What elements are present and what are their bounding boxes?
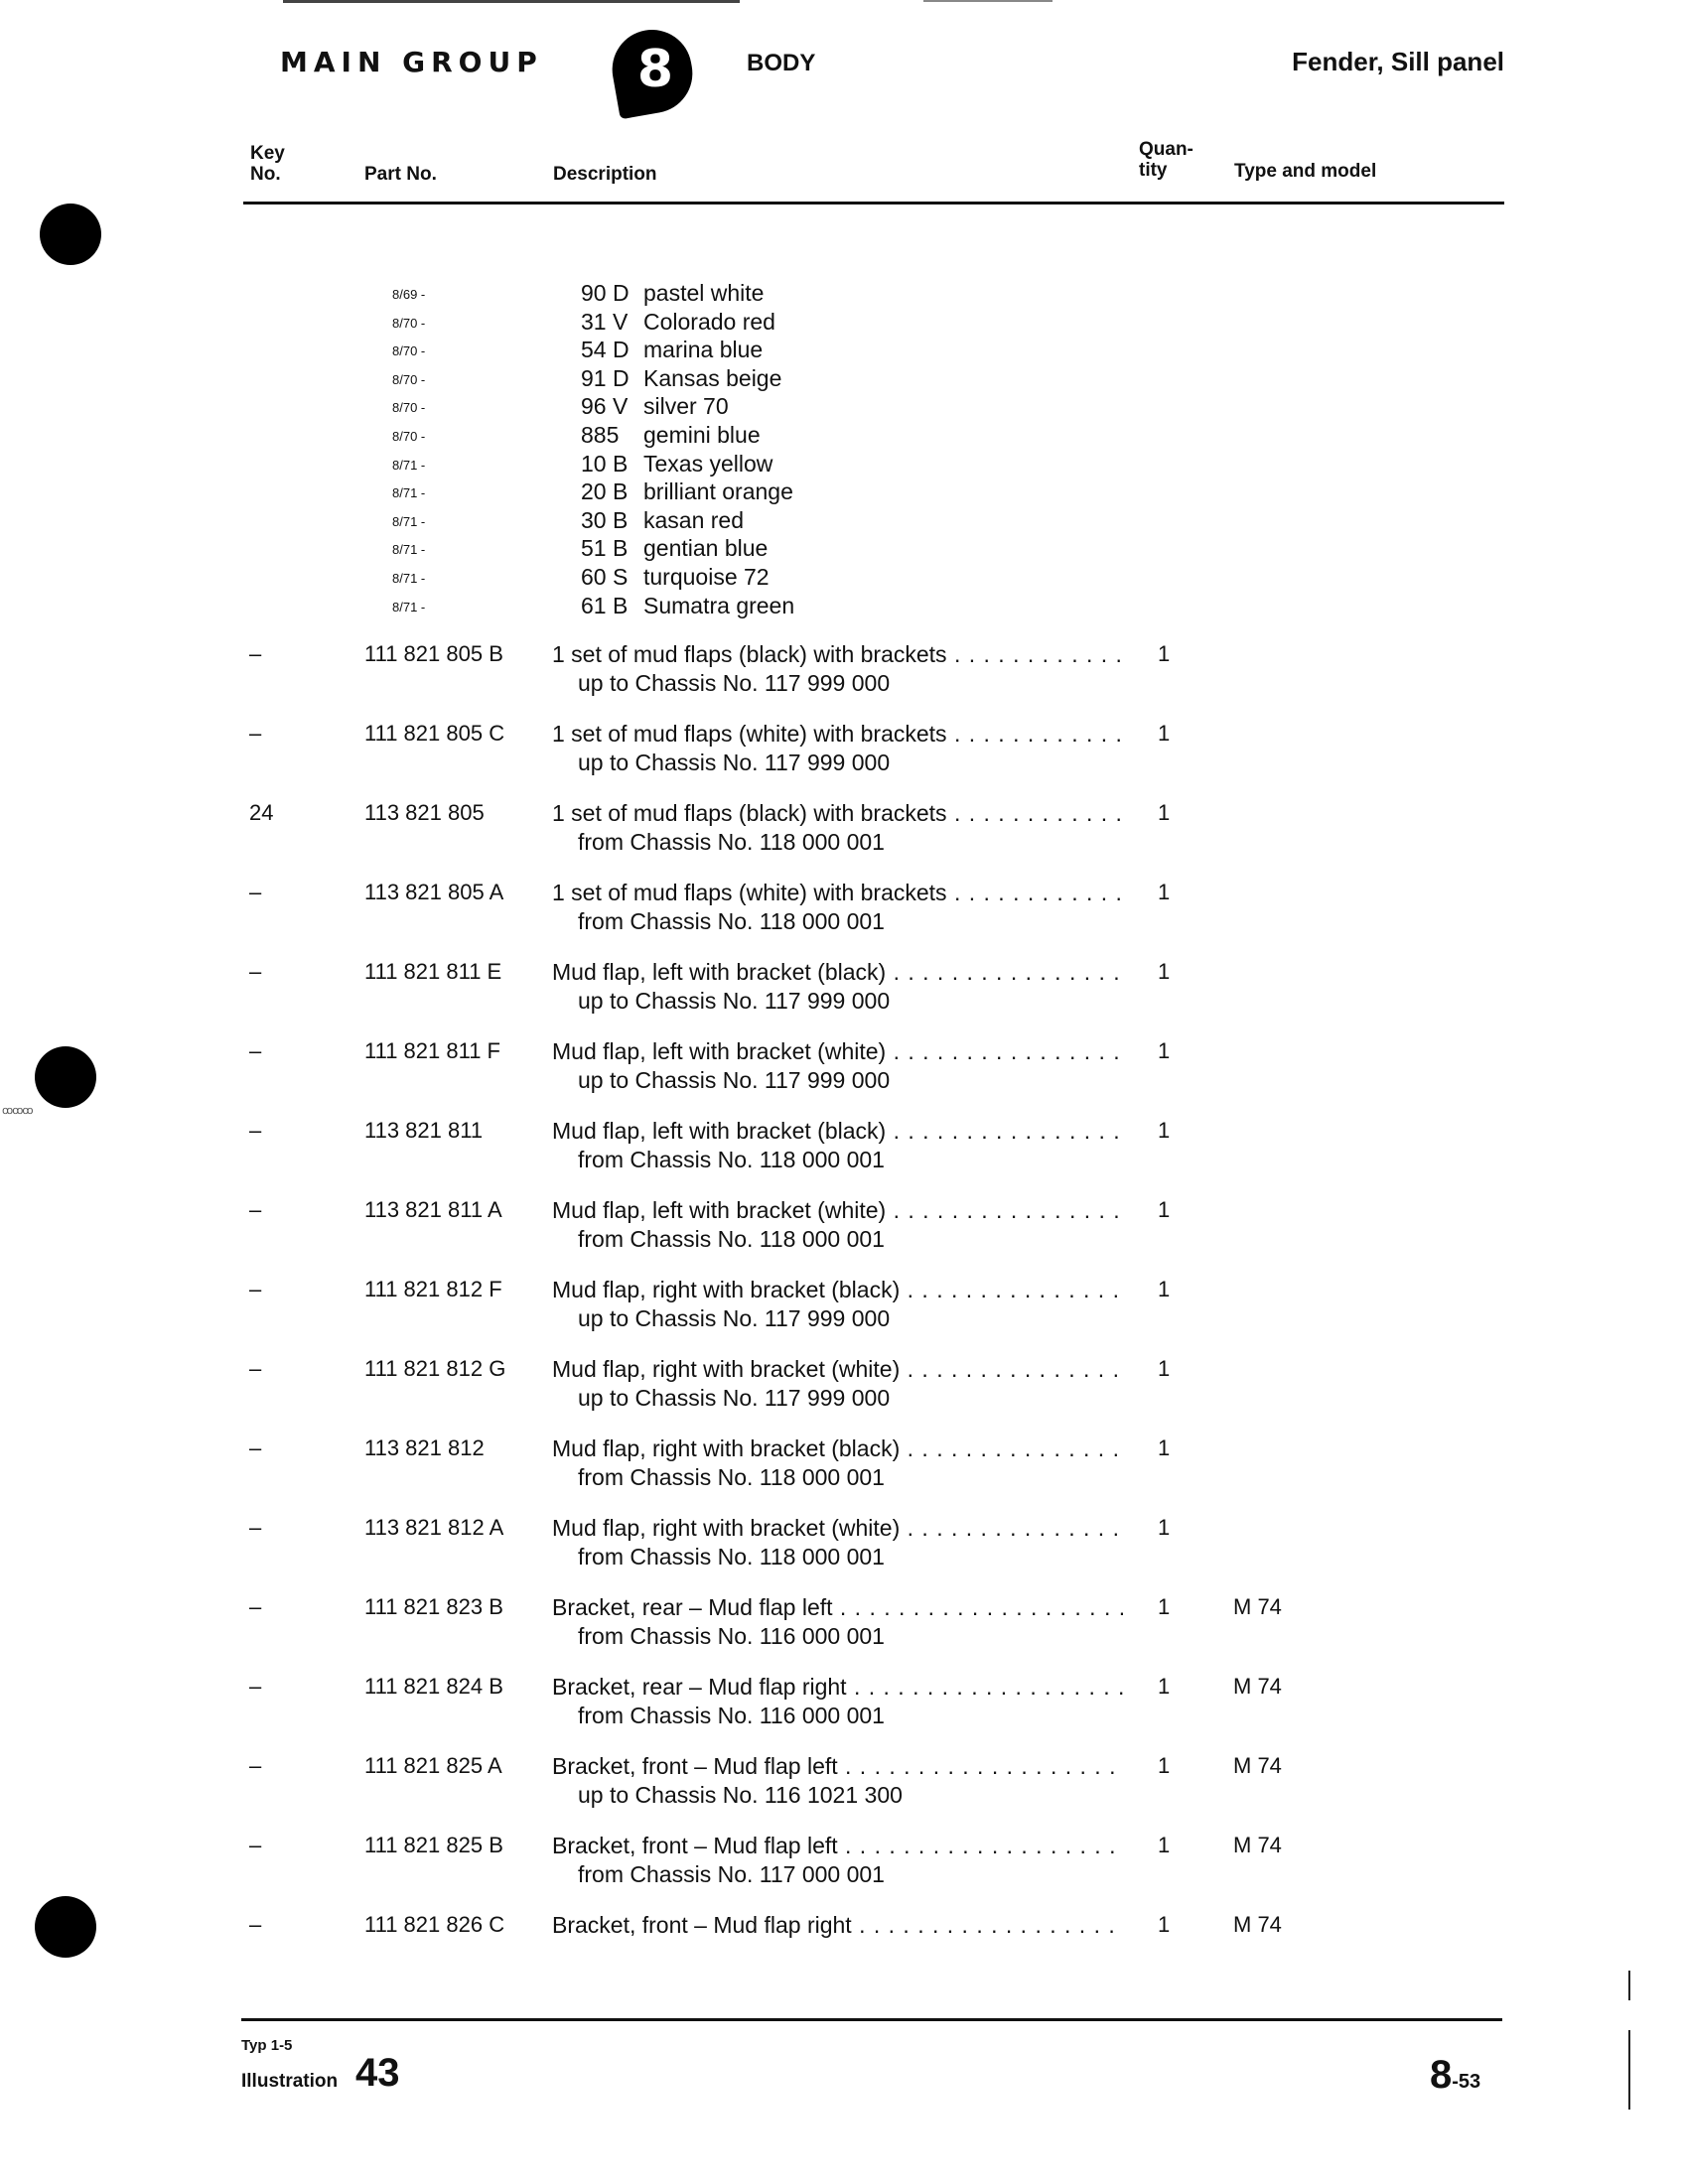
key-no: – <box>249 1515 262 1540</box>
color-code: 31 V <box>581 308 629 335</box>
part-description: Bracket, rear – Mud flap left . . . <box>552 1594 1123 1621</box>
vehicle-type: Typ 1-5 <box>241 2037 293 2054</box>
part-quantity: 1 <box>1158 1753 1171 1778</box>
part-description-detail: up to Chassis No. 117 999 000 <box>578 1385 891 1411</box>
top-edge-rule <box>283 0 740 3</box>
part-description-detail: from Chassis No. 118 000 001 <box>578 1464 885 1490</box>
part-description-detail: from Chassis No. 118 000 001 <box>578 1226 885 1252</box>
part-description-detail: up to Chassis No. 116 1021 300 <box>578 1782 903 1808</box>
part-quantity: 1 <box>1158 800 1171 825</box>
part-no: 111 821 805 C <box>364 721 505 746</box>
main-group-label: MAIN GROUP <box>280 46 543 78</box>
color-name: Kansas beige <box>643 364 782 391</box>
column-header-part: Part No. <box>364 164 437 185</box>
part-quantity: 1 <box>1158 1038 1171 1063</box>
color-date: 8/70 - <box>392 371 426 387</box>
part-quantity: 1 <box>1158 721 1171 746</box>
part-no: 113 821 812 A <box>364 1515 504 1540</box>
part-description: Mud flap, right with bracket (black) . . . <box>552 1277 1123 1303</box>
part-description-detail: from Chassis No. 118 000 001 <box>578 829 885 855</box>
part-row <box>0 1912 1683 1991</box>
part-description: 1 set of mud flaps (white) with brackets . . . <box>552 880 1123 906</box>
part-row <box>0 1038 1683 1118</box>
color-date: 8/70 - <box>392 315 426 331</box>
color-code: 54 D <box>581 337 630 363</box>
color-code: 60 S <box>581 563 629 590</box>
color-date: 8/71 - <box>392 570 426 586</box>
part-row <box>0 880 1683 959</box>
key-no: – <box>249 1753 262 1778</box>
key-no: – <box>249 1277 262 1301</box>
edge-mark <box>1628 2030 1630 2110</box>
color-date: 8/71 - <box>392 542 426 558</box>
part-quantity: 1 <box>1158 641 1171 666</box>
part-description-detail: from Chassis No. 116 000 001 <box>578 1623 885 1649</box>
color-name: marina blue <box>643 337 764 363</box>
part-description: Mud flap, left with bracket (black) . . . <box>552 959 1123 986</box>
color-name: gentian blue <box>643 535 769 562</box>
part-description: Mud flap, left with bracket (white) . . . <box>552 1038 1123 1065</box>
key-no: – <box>249 1435 262 1460</box>
section-title: Fender, Sill panel <box>1292 47 1504 76</box>
part-description: Mud flap, right with bracket (black) . . . <box>552 1435 1123 1462</box>
part-description-detail: up to Chassis No. 117 999 000 <box>578 750 891 775</box>
part-description-detail: up to Chassis No. 117 999 000 <box>578 1305 891 1331</box>
color-date: 8/70 - <box>392 428 426 444</box>
color-date: 8/70 - <box>392 343 426 359</box>
key-no: – <box>249 641 262 666</box>
part-row <box>0 1356 1683 1435</box>
page-number-minor: -53 <box>1452 2071 1481 2093</box>
color-name: kasan red <box>643 506 745 533</box>
part-row <box>0 1515 1683 1594</box>
part-description: 1 set of mud flaps (black) with brackets . . . <box>552 800 1123 827</box>
part-no: 111 821 825 B <box>364 1833 503 1857</box>
color-code: 10 B <box>581 450 629 477</box>
part-quantity: 1 <box>1158 1674 1171 1699</box>
part-quantity: 1 <box>1158 1912 1171 1937</box>
part-row <box>0 1674 1683 1753</box>
color-date: 8/71 - <box>392 457 426 473</box>
color-date: 8/71 - <box>392 485 426 501</box>
part-type-model: M 74 <box>1233 1594 1282 1619</box>
color-date: 8/71 - <box>392 513 426 529</box>
part-quantity: 1 <box>1158 1197 1171 1222</box>
part-row <box>0 959 1683 1038</box>
part-no: 111 821 824 B <box>364 1674 503 1699</box>
column-header-quantity: Quan- tity <box>1139 139 1193 181</box>
part-description-detail: from Chassis No. 118 000 001 <box>578 1544 885 1570</box>
page-number-major: 8 <box>1430 2053 1453 2097</box>
part-row <box>0 1594 1683 1674</box>
part-no: 111 821 812 F <box>364 1277 502 1301</box>
group-name: BODY <box>747 50 816 76</box>
color-name: Sumatra green <box>643 592 795 618</box>
part-quantity: 1 <box>1158 1118 1171 1143</box>
top-edge-rule <box>923 0 1052 2</box>
parts-table <box>0 641 1683 1991</box>
key-no: – <box>249 1356 262 1381</box>
part-quantity: 1 <box>1158 1515 1171 1540</box>
part-no: 111 821 823 B <box>364 1594 503 1619</box>
key-no: – <box>249 1118 262 1143</box>
part-no: 111 821 805 B <box>364 641 503 666</box>
part-no: 113 821 805 <box>364 800 485 825</box>
part-no: 111 821 826 C <box>364 1912 505 1937</box>
part-quantity: 1 <box>1158 1356 1171 1381</box>
color-name: gemini blue <box>643 421 761 448</box>
color-name: silver 70 <box>643 393 729 420</box>
color-code: 90 D <box>581 280 630 306</box>
part-description: Bracket, front – Mud flap right . . . <box>552 1912 1123 1939</box>
part-type-model: M 74 <box>1233 1674 1282 1699</box>
part-quantity: 1 <box>1158 880 1171 904</box>
part-description-detail: from Chassis No. 118 000 001 <box>578 908 885 934</box>
header-rule <box>243 202 1504 205</box>
column-header-type: Type and model <box>1234 161 1377 182</box>
part-description: 1 set of mud flaps (white) with brackets . . . <box>552 721 1123 748</box>
color-name: turquoise 72 <box>643 563 770 590</box>
part-description-detail: from Chassis No. 118 000 001 <box>578 1147 885 1172</box>
key-no: – <box>249 880 262 904</box>
part-no: 111 821 811 E <box>364 959 502 984</box>
key-no: – <box>249 1833 262 1857</box>
color-code: 96 V <box>581 393 629 420</box>
part-row <box>0 1435 1683 1515</box>
color-name: brilliant orange <box>643 478 793 505</box>
part-quantity: 1 <box>1158 959 1171 984</box>
color-code: 91 D <box>581 364 630 391</box>
footer-rule <box>241 2018 1502 2021</box>
part-row <box>0 1277 1683 1356</box>
part-no: 113 821 811 A <box>364 1197 502 1222</box>
group-number: 8 <box>636 40 674 99</box>
part-no: 113 821 812 <box>364 1435 485 1460</box>
key-no: – <box>249 1038 262 1063</box>
part-description: 1 set of mud flaps (black) with brackets . . . <box>552 641 1123 668</box>
color-name: Texas yellow <box>643 450 773 477</box>
part-quantity: 1 <box>1158 1277 1171 1301</box>
part-description: Mud flap, left with bracket (black) . . . <box>552 1118 1123 1145</box>
illustration-label: Illustration <box>241 2071 339 2092</box>
part-description: Mud flap, right with bracket (white) . . . <box>552 1356 1123 1383</box>
color-name: pastel white <box>643 280 765 306</box>
margin-marks: ꝏꝏꝏ <box>2 1104 33 1117</box>
part-row <box>0 800 1683 880</box>
part-description: Mud flap, right with bracket (white) . . . <box>552 1515 1123 1542</box>
key-no: – <box>249 721 262 746</box>
part-no: 111 821 825 A <box>364 1753 502 1778</box>
illustration-number: 43 <box>355 2051 400 2095</box>
part-row <box>0 1197 1683 1277</box>
color-code: 20 B <box>581 478 629 505</box>
part-quantity: 1 <box>1158 1435 1171 1460</box>
part-type-model: M 74 <box>1233 1833 1282 1857</box>
part-row <box>0 1118 1683 1197</box>
part-row <box>0 1753 1683 1833</box>
key-no: – <box>249 959 262 984</box>
key-no: 24 <box>249 800 274 825</box>
punch-hole <box>40 204 101 265</box>
color-code: 885 <box>581 421 620 448</box>
key-no: – <box>249 1674 262 1699</box>
part-description: Bracket, front – Mud flap left . . . <box>552 1753 1123 1780</box>
part-quantity: 1 <box>1158 1833 1171 1857</box>
part-description-detail: from Chassis No. 117 000 001 <box>578 1861 885 1887</box>
part-type-model: M 74 <box>1233 1753 1282 1778</box>
color-date: 8/69 - <box>392 287 426 302</box>
part-no: 113 821 805 A <box>364 880 504 904</box>
color-code: 61 B <box>581 592 629 618</box>
part-no: 113 821 811 <box>364 1118 484 1143</box>
part-type-model: M 74 <box>1233 1912 1282 1937</box>
part-row <box>0 641 1683 721</box>
key-no: – <box>249 1197 262 1222</box>
part-row <box>0 1833 1683 1912</box>
page-number <box>1430 2053 1480 2098</box>
part-description-detail: up to Chassis No. 117 999 000 <box>578 988 891 1014</box>
part-description: Bracket, rear – Mud flap right . . . <box>552 1674 1123 1701</box>
part-no: 111 821 811 F <box>364 1038 500 1063</box>
color-date: 8/70 - <box>392 400 426 416</box>
column-header-key: Key No. <box>250 143 285 185</box>
part-description: Bracket, front – Mud flap left . . . <box>552 1833 1123 1859</box>
part-description-detail: up to Chassis No. 117 999 000 <box>578 1067 891 1093</box>
key-no: – <box>249 1594 262 1619</box>
key-no: – <box>249 1912 262 1937</box>
part-description-detail: from Chassis No. 116 000 001 <box>578 1703 885 1728</box>
part-row <box>0 721 1683 800</box>
color-date: 8/71 - <box>392 599 426 614</box>
color-code: 51 B <box>581 535 629 562</box>
color-code: 30 B <box>581 506 629 533</box>
part-description-detail: up to Chassis No. 117 999 000 <box>578 670 891 696</box>
part-no: 111 821 812 G <box>364 1356 506 1381</box>
part-description: Mud flap, left with bracket (white) . . . <box>552 1197 1123 1224</box>
part-quantity: 1 <box>1158 1594 1171 1619</box>
column-header-description: Description <box>553 164 657 185</box>
color-name: Colorado red <box>643 308 775 335</box>
